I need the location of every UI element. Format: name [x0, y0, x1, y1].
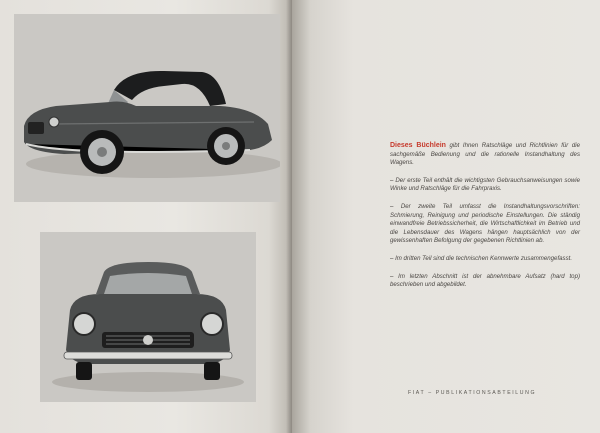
- publisher-footer: FIAT – PUBLIKATIONSABTEILUNG: [408, 390, 537, 396]
- paragraph-last-section: – Im letzten Abschnitt ist der abnehmbare Aufsatz (hard top) beschrieben und abgebildet.: [390, 272, 580, 289]
- car-front-photo: [40, 232, 256, 402]
- left-page: [0, 0, 292, 433]
- paragraph-part-one: – Der erste Teil enthält die wichtigsten Gebrauchsanweisungen sowie Winke und Ratschläge für die Fahrpraxis.: [390, 176, 580, 193]
- intro-text-block: [390, 142, 580, 299]
- intro-highlight: Dieses Büchlein: [390, 142, 446, 149]
- car-side-photo: [14, 14, 280, 202]
- intro-paragraph: [390, 142, 580, 168]
- paragraph-part-three: – Im dritten Teil sind die technischen Kennwerte zusammengefasst.: [390, 254, 573, 262]
- intro-text: gibt Ihnen Ratschläge und Richtlinien für die sachgemäße Bedienung und die rationelle Instandhaltung des Wagens.: [390, 142, 580, 167]
- paragraph-part-two: – Der zweite Teil umfasst die Instandhaltungsvorschriften: Schmierung, Reinigung und periodische Einstellungen. Die ständig einwandfreie Betriebssicherheit, die Wirtschaftlichkeit im Betrieb und die Lebensdauer des Wagens hängen hauptsächlich von der gewissenhaften Befolgung der gegebenen Richtlinien ab.: [390, 202, 580, 245]
